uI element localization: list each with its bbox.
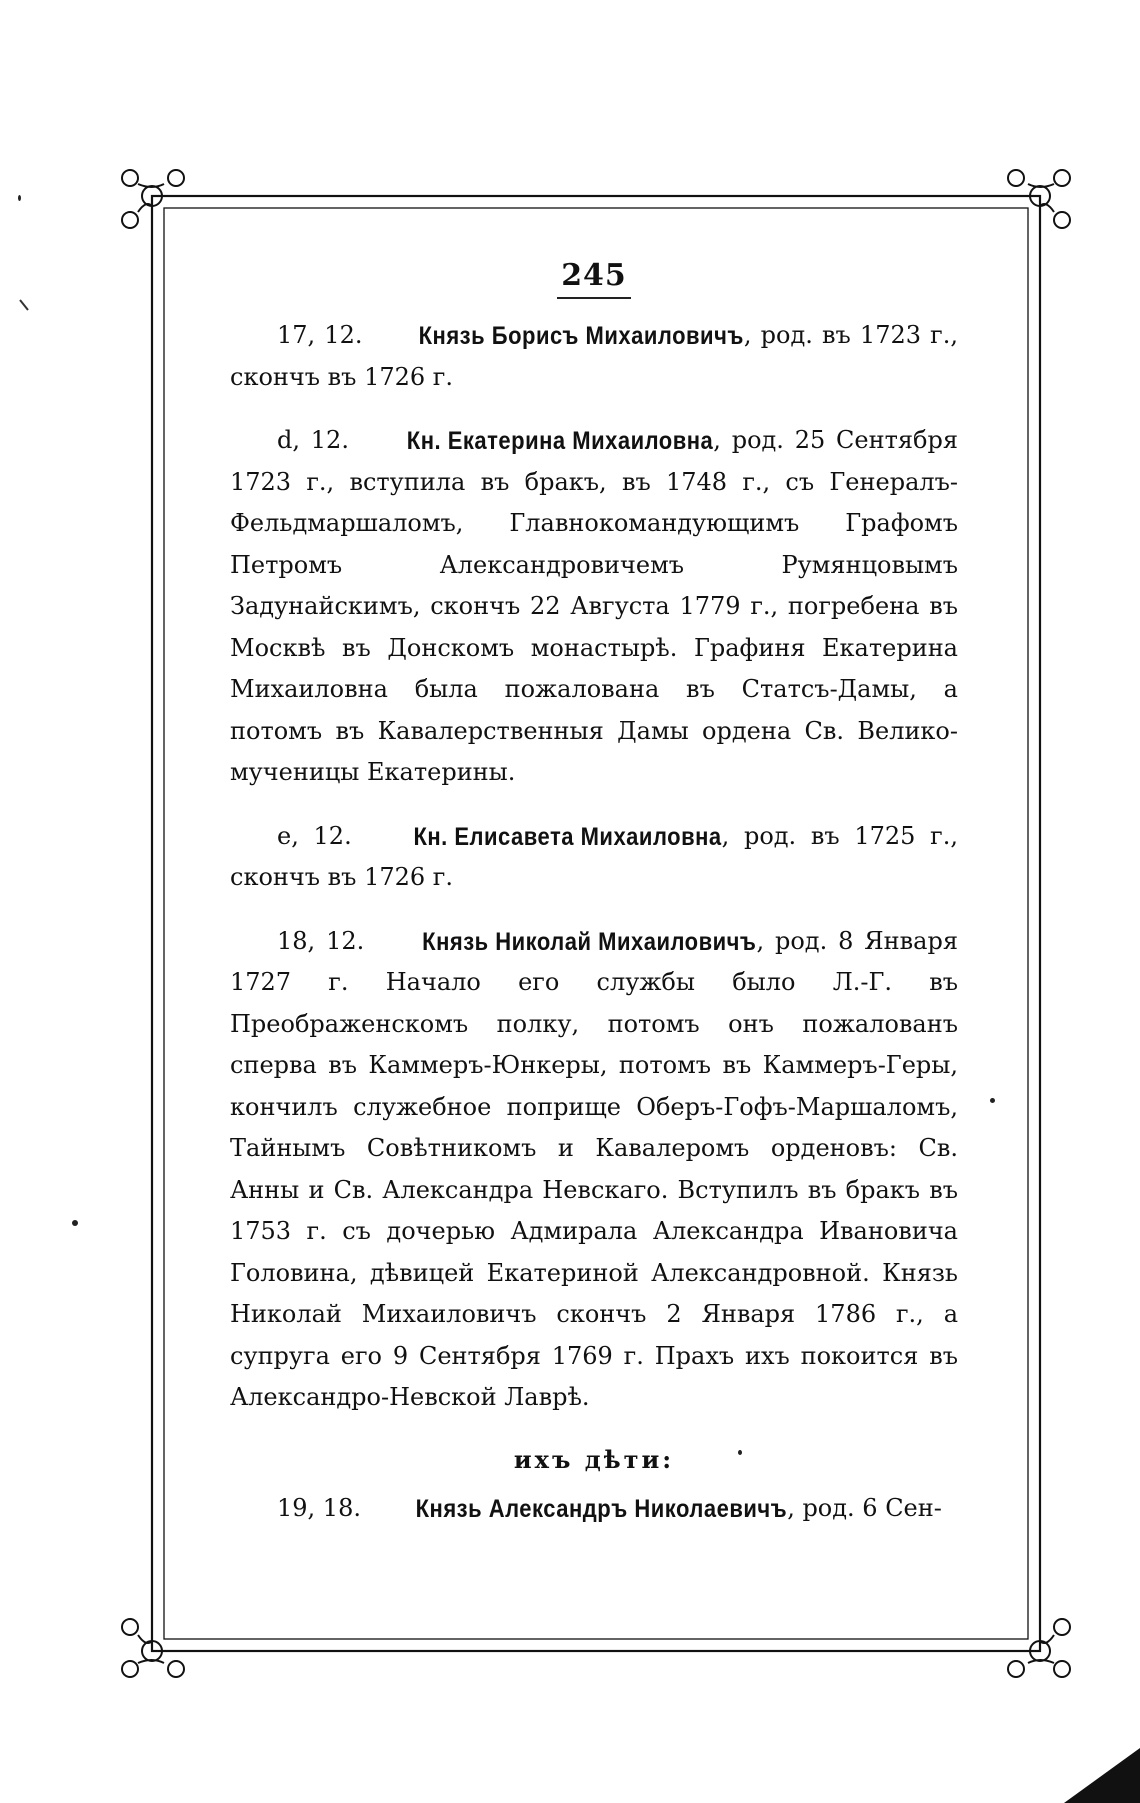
genealogy-entry — [230, 420, 958, 794]
entry-text: , род. 8 Января 1727 г. Начало его службы было Л.-Г. въ Преображенскомъ полку, потомъ онъ пожалованъ сперва въ Каммеръ-Юнкеры, потомъ въ Каммеръ-Геры, кончилъ служебное поприще Оберъ-Гофъ-Маршаломъ, Тайнымъ Совѣтникомъ и Кавалеромъ орденовъ: Св. Анны и Св. Александра Невскаго. Вступилъ въ бракъ въ 1753 г. съ дочерью Адмирала Александра Ивановича Головина, дѣвицей Екатериной Александровной. Князь Николай Михаиловичъ скончъ 2 Января 1786 г., а супруга его 9 Сентября 1769 г. Прахъ ихъ покоится въ Александро-Невской Лаврѣ. — [230, 926, 958, 1411]
children-heading: ихъ дѣти: — [513, 1444, 675, 1474]
entry-label: d, 12. — [277, 426, 349, 454]
genealogy-entry — [230, 921, 958, 1419]
genealogy-entry — [230, 315, 958, 398]
person-name: Князь Борисъ Михаиловичъ — [418, 321, 744, 350]
entry-text: , род. въ 1723 г., скончъ въ 1726 г. — [230, 321, 958, 391]
person-name: Князь Николай Михаиловичъ — [422, 926, 757, 955]
genealogy-entry — [230, 816, 958, 899]
person-name: Кн. Елисавета Михаиловна — [413, 821, 722, 850]
genealogy-entry — [230, 1488, 958, 1530]
scan-corner-artifact — [1064, 1748, 1140, 1803]
entry-text: , род. 6 Сен- — [787, 1493, 942, 1522]
page-content — [230, 258, 958, 1551]
entry-label: е, 12. — [277, 821, 352, 850]
entry-label: 17, 12. — [277, 321, 363, 349]
entry-label: 19, 18. — [277, 1493, 361, 1522]
entry-text: , род. 25 Сентября 1723 г., вступила въ бракъ, въ 1748 г., съ Генералъ-Фельдмаршаломъ, Главнокомандующимъ Графомъ Петромъ Александровичемъ Румянцовымъ Задунайскимъ, скончъ 22 Августа 1779 г., погребена въ Москвѣ въ Донскомъ монастырѣ. Графиня Екатерина Михаиловна была пожалована въ Статсъ-Дамы, а потомъ въ Кавалерственныя Дамы ордена Св. Велико-мученицы Екатерины. — [230, 426, 958, 786]
page-number: 245 — [230, 258, 958, 299]
person-name: Князь Александръ Николаевичъ — [415, 1493, 788, 1522]
entry-text: , род. въ 1725 г., скончъ въ 1726 г. — [230, 821, 958, 891]
person-name: Кн. Екатерина Михаиловна — [406, 426, 714, 455]
entry-label: 18, 12. — [277, 926, 365, 955]
